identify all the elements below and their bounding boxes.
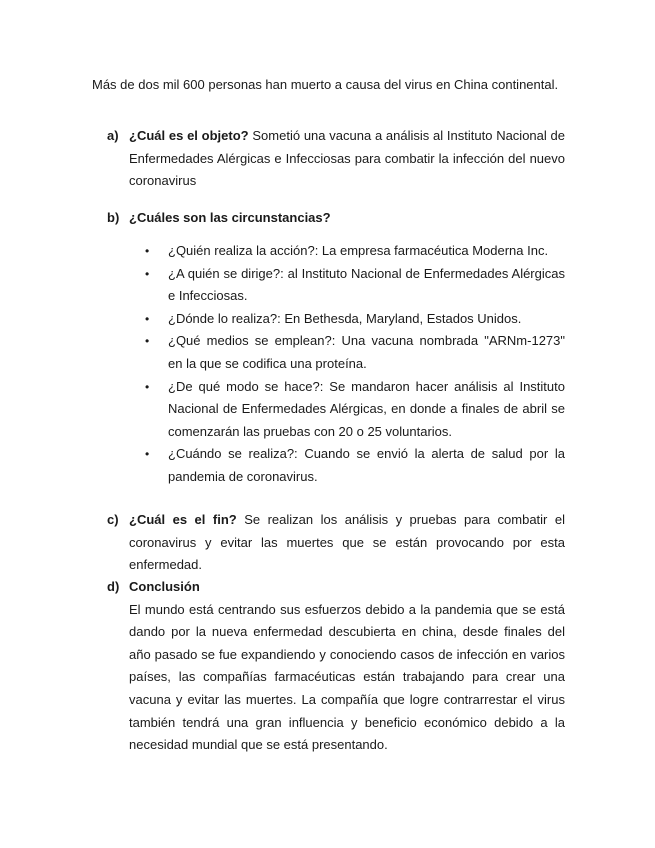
list-item-text: ¿A quién se dirige?: al Instituto Nacional de Enfermedades Alérgicas e Infecciosas. — [168, 265, 565, 304]
bullet-icon: • — [145, 447, 150, 462]
bullet-icon: • — [145, 244, 150, 258]
list-item — [145, 263, 565, 308]
circumstances-list — [145, 240, 565, 489]
section-c-answer: Se realizan los análisis y pruebas para combatir el coronavirus y evitar las muertes que se están provocando por esta enfermedad. — [129, 512, 565, 573]
section-d — [107, 576, 565, 757]
list-item-text: ¿Qué medios se emplean?: Una vacuna nombrada "ARNm-1273" en la que se codifica una proteína. — [168, 333, 565, 371]
section-b-question: ¿Cuáles son las circunstancias? — [129, 210, 331, 225]
section-c — [107, 509, 565, 577]
section-d-marker: d) — [107, 579, 120, 594]
bullet-icon: • — [145, 334, 150, 349]
section-a-marker: a) — [107, 128, 119, 143]
list-item-text: ¿Cuándo se realiza?: Cuando se envió la alerta de salud por la pandemia de coronavirus. — [168, 446, 565, 484]
section-a — [107, 125, 565, 193]
section-a-question: ¿Cuál es el objeto? — [129, 128, 249, 143]
intro-paragraph: Más de dos mil 600 personas han muerto a causa del virus en China continental. — [92, 77, 559, 92]
list-item — [145, 443, 565, 488]
section-b — [107, 207, 565, 230]
list-item-text: ¿Dónde lo realiza?: En Bethesda, Maryland, Estados Unidos. — [168, 310, 522, 326]
section-c-question: ¿Cuál es el fin? — [129, 512, 237, 527]
list-item-text: ¿Quién realiza la acción?: La empresa farmacéutica Moderna Inc. — [168, 243, 549, 258]
section-c-marker: c) — [107, 512, 119, 527]
section-b-marker: b) — [107, 210, 120, 225]
bullet-icon: • — [145, 379, 150, 394]
bullet-icon: • — [145, 266, 150, 281]
list-item — [145, 376, 565, 444]
list-item — [145, 330, 565, 375]
list-item-text: ¿De qué modo se hace?: Se mandaron hacer análisis al Instituto Nacional de Enfermedades Alérgicas, en donde a finales de abril se comenzarán las pruebas con 20 o 25 voluntarios. — [168, 378, 565, 439]
list-item — [145, 240, 565, 263]
section-a-content — [129, 125, 565, 193]
conclusion-paragraph: El mundo está centrando sus esfuerzos debido a la pandemia que se está dando por la nueva enfermedad descubierta en china, desde finales del año pasado se fue expandiendo y conociendo casos de infección en varios países, las compañías farmacéuticas están trabajando para crear una vacuna y evitar las muertes. La compañía que logre contrarrestar el virus también tendrá una gran influencia y beneficio económico debido a la necesidad mundial que se está presentando. — [129, 601, 565, 753]
section-c-content — [129, 509, 565, 577]
bullet-icon: • — [145, 311, 150, 326]
section-d-heading: Conclusión — [129, 579, 200, 594]
list-item — [145, 308, 565, 331]
section-a-answer: Sometió una vacuna a análisis al Instituto Nacional de Enfermedades Alérgicas e Infecciosas para combatir la infección del nuevo coronavirus — [129, 128, 565, 189]
